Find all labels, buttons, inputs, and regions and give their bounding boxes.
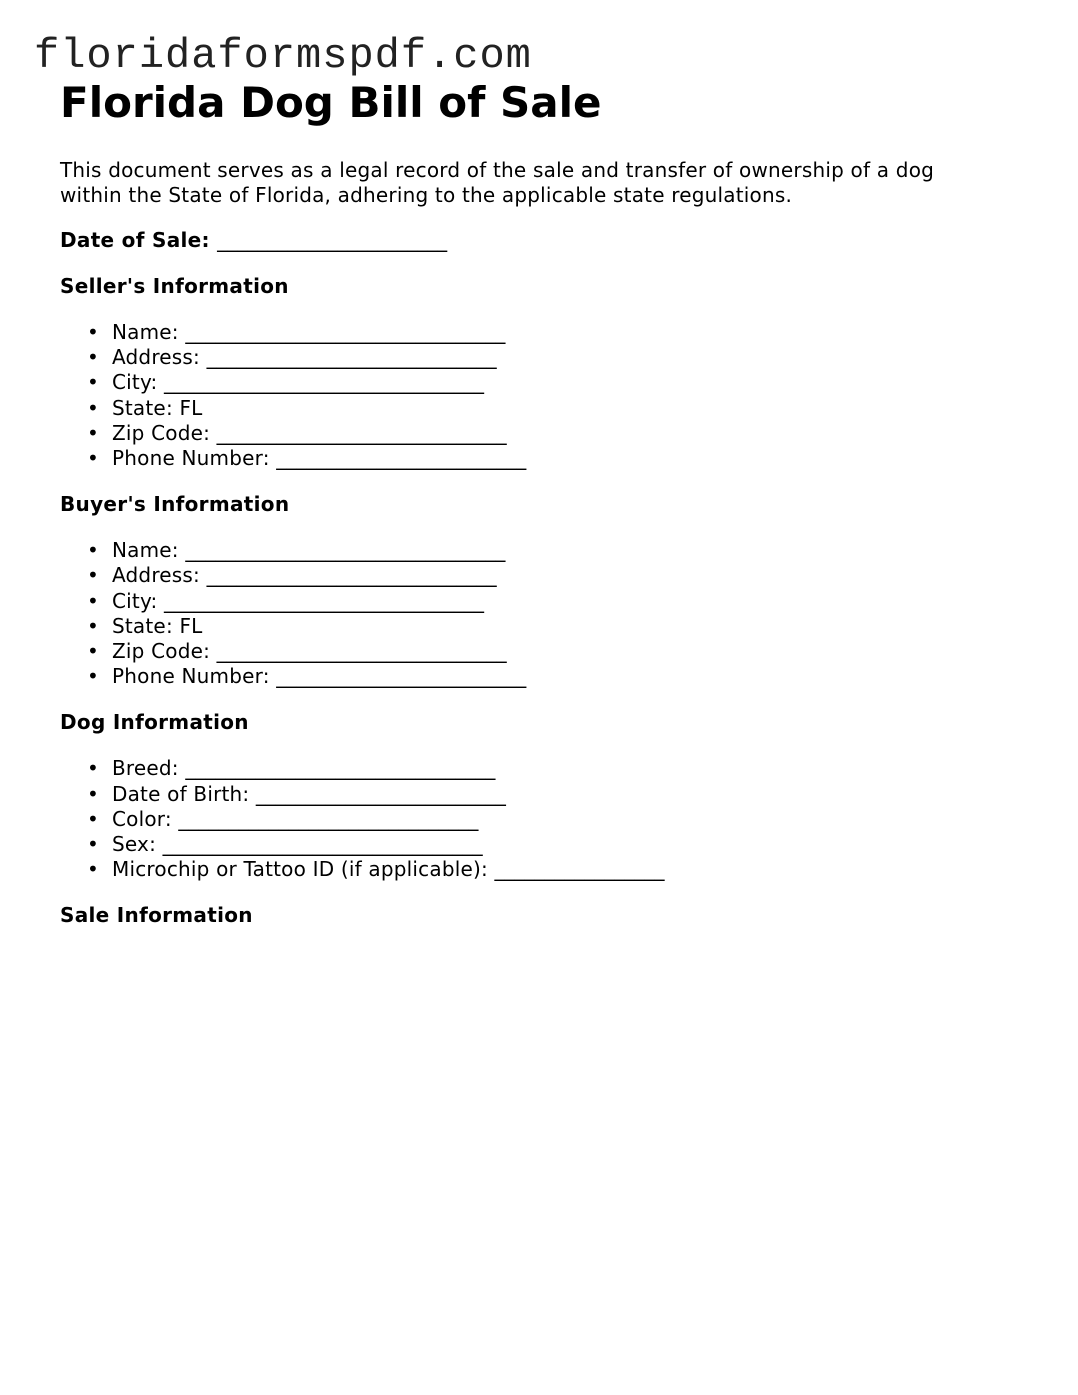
dog-fields-list: [60, 756, 1020, 882]
field-blank[interactable]: _________________: [494, 857, 665, 882]
bullet-icon: •: [87, 370, 99, 395]
field-label: Phone Number:: [112, 664, 270, 689]
buyer-zip-field: [87, 639, 1020, 664]
field-label: State:: [112, 613, 173, 638]
field-blank[interactable]: ______________________________: [178, 806, 479, 831]
bullet-icon: •: [87, 664, 99, 689]
field-blank[interactable]: ________________________________: [185, 538, 506, 563]
field-blank[interactable]: _________________________: [255, 781, 506, 806]
field-label: City:: [112, 370, 158, 395]
field-value: FL: [179, 613, 203, 638]
field-blank[interactable]: ________________________________: [185, 320, 506, 344]
field-blank[interactable]: ________________________________: [164, 370, 485, 395]
field-blank[interactable]: _____________________________: [216, 420, 507, 445]
seller-phone-field: [87, 446, 1020, 471]
field-label: Address:: [112, 563, 200, 588]
bullet-icon: •: [87, 857, 99, 882]
bullet-icon: •: [87, 395, 99, 420]
field-blank[interactable]: ________________________________: [164, 588, 485, 613]
field-blank[interactable]: _____________________________: [216, 639, 507, 664]
bullet-icon: •: [87, 756, 99, 781]
seller-heading: Seller's Information: [60, 274, 289, 298]
date-of-sale-blank[interactable]: _______________________: [217, 228, 448, 252]
dog-breed-field: [87, 756, 1020, 781]
field-label: Address:: [112, 345, 200, 370]
bullet-icon: •: [87, 639, 99, 664]
buyer-address-field: [87, 563, 1020, 588]
bullet-icon: •: [87, 446, 99, 471]
intro-paragraph: This document serves as a legal record of the sale and transfer of ownership of a dog within the State of Florida, adhering to the applicable state regulations.: [60, 158, 935, 207]
dog-microchip-field: [87, 857, 1020, 882]
bullet-icon: •: [87, 806, 99, 831]
bullet-icon: •: [87, 563, 99, 588]
seller-state-field: [87, 395, 1020, 421]
document-title: Florida Dog Bill of Sale: [60, 78, 602, 127]
field-label: Color:: [112, 806, 172, 831]
field-blank[interactable]: _____________________________: [206, 563, 497, 588]
field-label: Sex:: [112, 832, 157, 857]
dog-heading: Dog Information: [60, 710, 249, 735]
seller-name-field: [87, 320, 1020, 345]
bullet-icon: •: [87, 538, 99, 563]
date-of-sale-label: Date of Sale:: [60, 228, 210, 252]
sale-heading: Sale Information: [60, 903, 253, 928]
field-label: Phone Number:: [112, 446, 270, 471]
bullet-icon: •: [87, 781, 99, 806]
field-label: City:: [112, 588, 158, 613]
dog-dob-field: [87, 781, 1020, 807]
seller-zip-field: [87, 420, 1020, 446]
bullet-icon: •: [87, 345, 99, 370]
buyer-name-field: [87, 538, 1020, 563]
bullet-icon: •: [87, 320, 99, 344]
document-body: [60, 78, 1020, 928]
field-label: Name:: [112, 320, 179, 344]
seller-address-field: [87, 345, 1020, 370]
site-watermark: floridaformspdf.com: [34, 32, 532, 80]
bullet-icon: •: [87, 420, 99, 445]
field-blank[interactable]: ________________________________: [162, 832, 483, 857]
field-label: Zip Code:: [112, 639, 211, 664]
buyer-phone-field: [87, 664, 1020, 689]
date-of-sale-line: [60, 228, 1020, 253]
field-label: Breed:: [112, 756, 179, 781]
seller-fields-list: [60, 320, 1020, 471]
field-blank[interactable]: _________________________: [276, 446, 527, 471]
buyer-heading: Buyer's Information: [60, 492, 290, 517]
bullet-icon: •: [87, 832, 99, 857]
dog-sex-field: [87, 832, 1020, 857]
field-label: Date of Birth:: [112, 781, 250, 806]
field-label: State:: [112, 395, 173, 420]
buyer-fields-list: [60, 538, 1020, 689]
buyer-city-field: [87, 588, 1020, 614]
field-label: Zip Code:: [112, 420, 211, 445]
bullet-icon: •: [87, 613, 99, 638]
field-blank[interactable]: _____________________________: [206, 345, 497, 370]
buyer-state-field: [87, 613, 1020, 639]
field-blank[interactable]: _________________________: [276, 664, 527, 689]
seller-city-field: [87, 370, 1020, 395]
field-blank[interactable]: _______________________________: [185, 756, 496, 781]
dog-color-field: [87, 806, 1020, 832]
field-value: FL: [179, 395, 203, 420]
field-label: Microchip or Tattoo ID (if applicable):: [112, 857, 488, 882]
bullet-icon: •: [87, 588, 99, 613]
field-label: Name:: [112, 538, 179, 563]
